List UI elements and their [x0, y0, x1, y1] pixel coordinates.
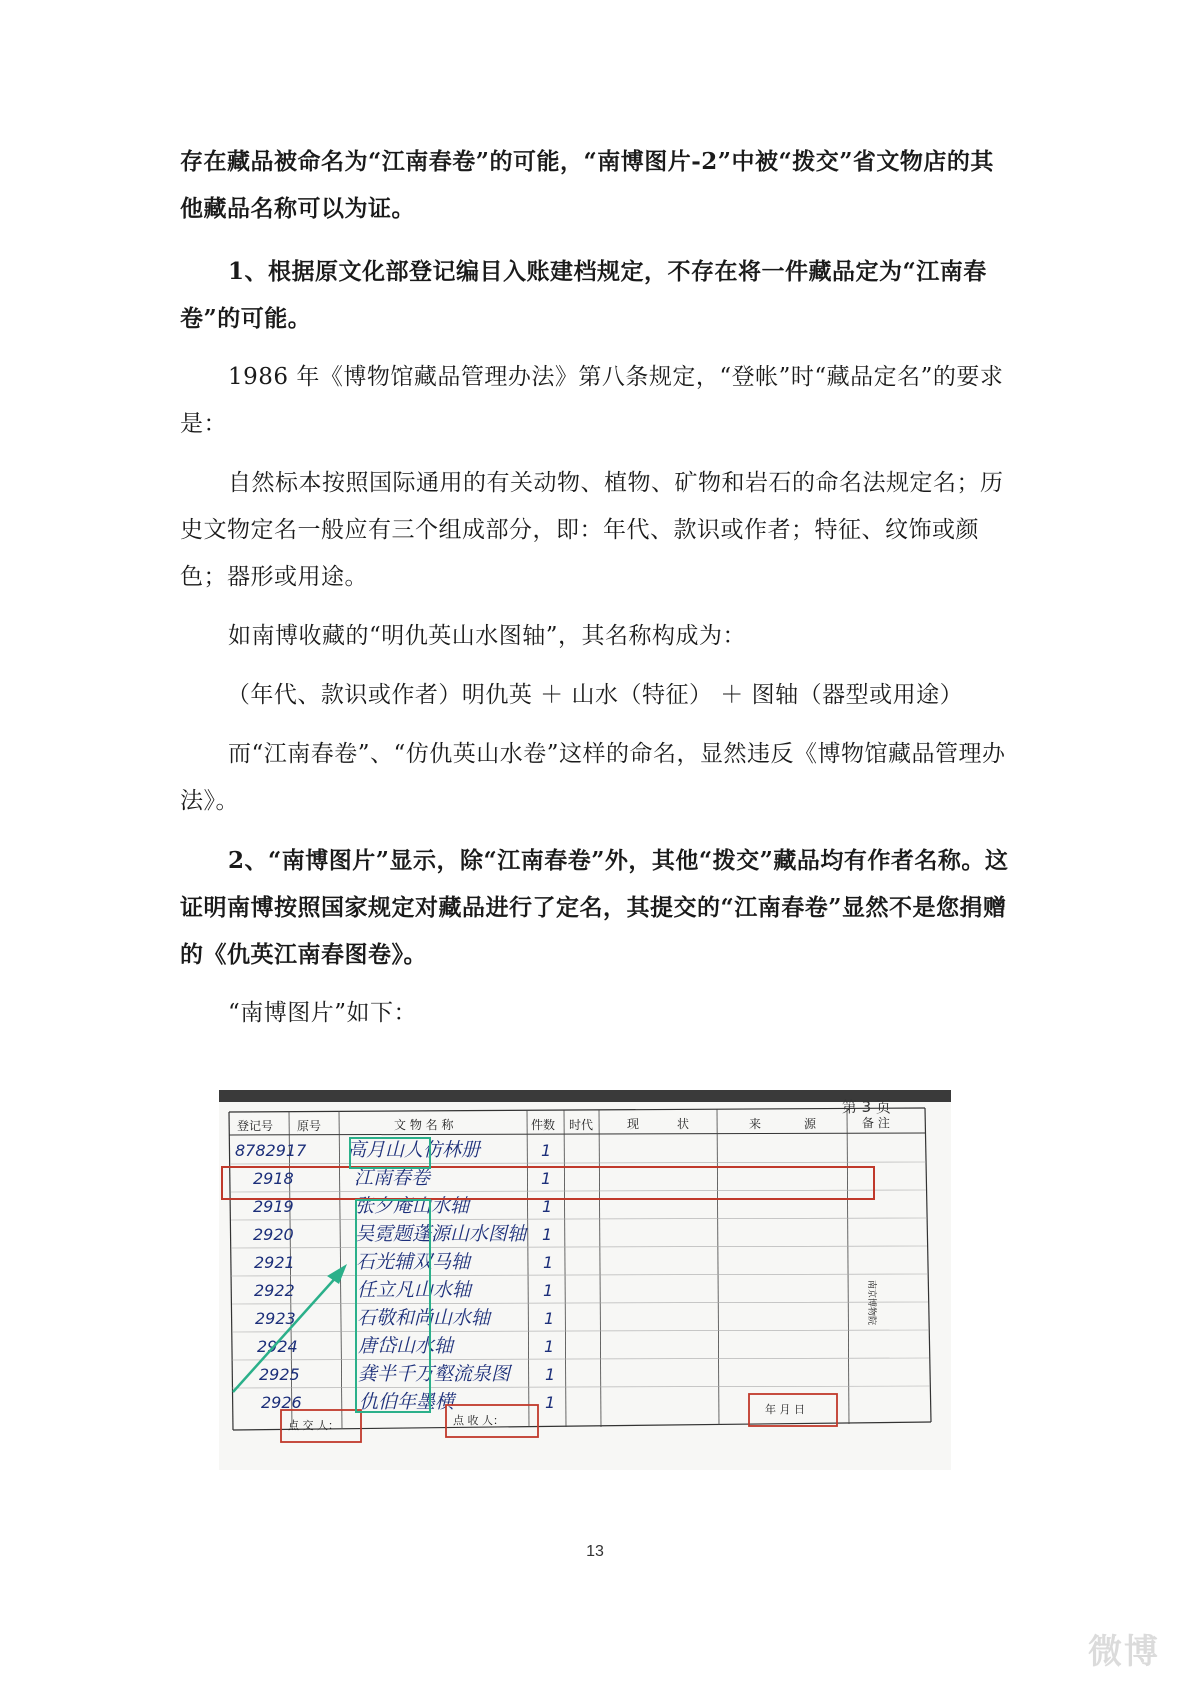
- date-label: 年 月 日: [765, 1403, 805, 1416]
- row-0-count: 1: [541, 1141, 552, 1160]
- paragraph-5: （年代、款识或作者）明仇英 ＋ 山水（特征） ＋ 图轴（器型或用途）: [226, 682, 964, 708]
- paragraph-4: 如南博收藏的“明仇英山水图轴”，其名称构成为：: [228, 623, 747, 649]
- row-1-count: 1: [541, 1169, 552, 1188]
- row-9-name: 仇伯年墨横: [359, 1391, 455, 1413]
- row-8-name: 龚半千万壑流泉图: [358, 1363, 511, 1385]
- row-9-count: 1: [545, 1393, 556, 1412]
- row-4-name: 石光辅双马轴: [356, 1251, 471, 1273]
- side-stamp: 南京博物院: [866, 1280, 876, 1326]
- header-era: 时代: [569, 1118, 594, 1132]
- watermark: 微博: [1088, 1632, 1160, 1672]
- header-source-1: 来: [749, 1117, 762, 1131]
- row-5-count: 1: [543, 1281, 554, 1300]
- row-3-count: 1: [542, 1225, 553, 1244]
- row-6-reg: 2923: [255, 1309, 296, 1328]
- header-reg-no: 登记号: [237, 1119, 274, 1133]
- paragraph-0: 存在藏品被命名为“江南春卷”的可能，“南博图片-2”中被“拨交”省文物店的其他藏品名称可以为证。: [180, 148, 994, 222]
- header-status-2: 状: [677, 1117, 690, 1131]
- sheet-number: 第 3 页: [841, 1098, 891, 1116]
- row-2-name: 张夕庵山水轴: [355, 1195, 470, 1217]
- header-remarks: 备 注: [862, 1116, 890, 1130]
- row-4-count: 1: [543, 1253, 554, 1272]
- paragraph-3: 自然标本按照国际通用的有关动物、植物、矿物和岩石的命名法规定名；历史文物定名一般应有三个组成部分，即：年代、款识或作者；特征、纹饰或颜色；器形或用途。: [180, 470, 1004, 590]
- row-6-count: 1: [544, 1309, 555, 1328]
- row-0-reg: 8782917: [235, 1141, 307, 1160]
- row-5-name: 任立凡山水轴: [357, 1279, 472, 1301]
- row-8-reg: 2925: [259, 1365, 300, 1384]
- paragraph-1: 1、根据原文化部登记编目入账建档规定，不存在将一件藏品定为“江南春卷”的可能。: [180, 258, 987, 332]
- row-9-reg: 2926: [261, 1393, 302, 1412]
- row-2-count: 1: [542, 1197, 553, 1216]
- row-3-reg: 2920: [253, 1225, 294, 1244]
- row-7-name: 唐岱山水轴: [358, 1335, 454, 1357]
- receiver-label: 点 收 人：: [453, 1414, 504, 1427]
- row-8-count: 1: [545, 1365, 556, 1384]
- paragraph-7: 2、“南博图片”显示，除“江南春卷”外，其他“拨交”藏品均有作者名称。这证明南博按照国家规定对藏品进行了定名，其提交的“江南春卷”显然不是您捐赠的《仇英江南春图卷》。: [180, 847, 1009, 968]
- header-orig-no: 原号: [297, 1119, 322, 1133]
- row-3-name: 吴霓题蓬源山水图轴: [355, 1223, 527, 1245]
- row-4-reg: 2921: [254, 1253, 295, 1272]
- row-1-reg: 2918: [253, 1169, 294, 1188]
- paragraph-2: 1986 年《博物馆藏品管理办法》第八条规定，“登帐”时“藏品定名”的要求是：: [180, 364, 1004, 437]
- ledger-table: [219, 1090, 951, 1470]
- header-source-2: 源: [804, 1117, 817, 1131]
- header-name: 文 物 名 称: [394, 1118, 454, 1132]
- row-7-reg: 2924: [257, 1337, 298, 1356]
- handover-label: 点 交 人：: [288, 1419, 339, 1432]
- row-2-reg: 2919: [253, 1197, 294, 1216]
- row-1-name: 江南春卷: [354, 1167, 431, 1189]
- header-status-1: 现: [627, 1117, 640, 1131]
- body-text: [180, 138, 1010, 1037]
- row-5-reg: 2922: [254, 1281, 295, 1300]
- row-6-name: 石敬和尚山水轴: [357, 1307, 491, 1329]
- page-number: 13: [586, 1543, 604, 1560]
- arrow-head: [327, 1264, 347, 1284]
- paragraph-6: 而“江南春卷”、“仿仇英山水卷”这样的命名，显然违反《博物馆藏品管理办法》。: [180, 741, 1006, 814]
- row-0-name: 高月山人仿林册: [347, 1139, 481, 1161]
- header-count: 件数: [531, 1118, 556, 1132]
- ledger-figure: [219, 1090, 951, 1470]
- row-7-count: 1: [544, 1337, 555, 1356]
- paragraph-8: “南博图片”如下：: [228, 1000, 418, 1026]
